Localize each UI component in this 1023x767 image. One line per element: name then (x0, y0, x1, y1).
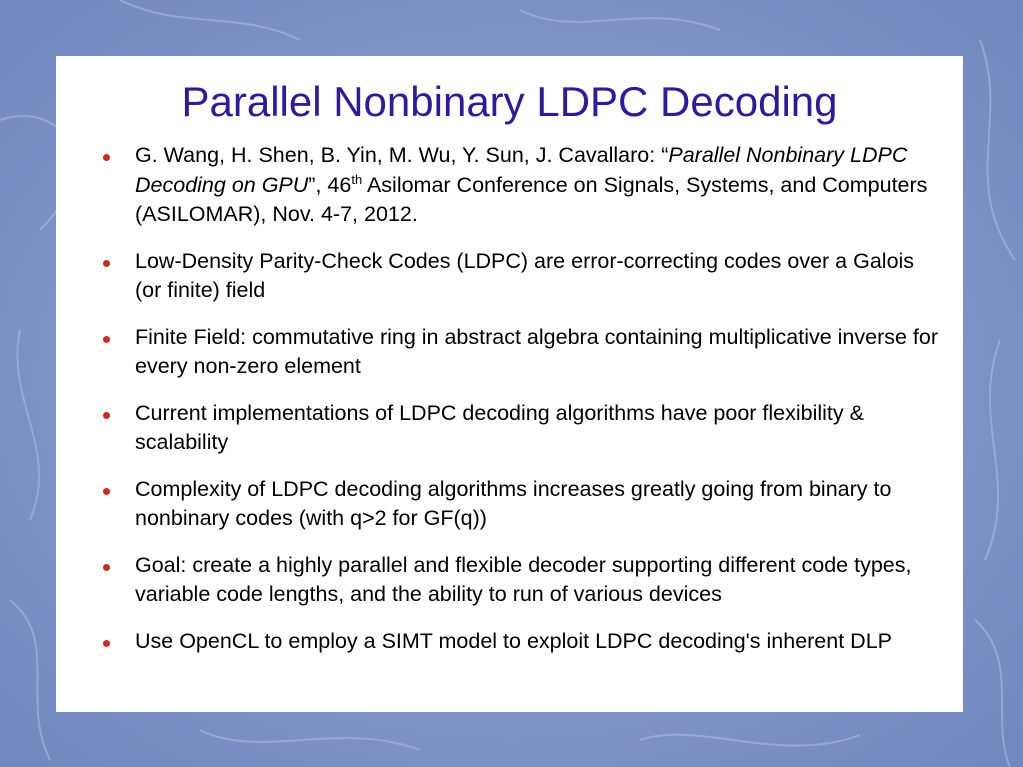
bullet-text: Complexity of LDPC decoding algorithms increases greatly going from binary to nonbinary codes (with q>2 for GF(q)) (135, 476, 892, 530)
bullet-marker-icon (103, 564, 110, 571)
bullet-marker-icon (103, 488, 110, 495)
bullet-text: Finite Field: commutative ring in abstract algebra containing multiplicative inverse for every non-zero element (135, 324, 939, 378)
bullet-item (99, 399, 939, 458)
bullet-marker-icon (103, 336, 110, 343)
bullet-text: Low-Density Parity-Check Codes (LDPC) are error-correcting codes over a Galois (or finite) field (135, 248, 915, 302)
bullet-marker-icon (103, 154, 110, 161)
citation-ordinal: ”, 46 (308, 172, 352, 197)
bullet-item (99, 627, 939, 657)
slide-panel (56, 56, 963, 712)
bullet-marker-icon (103, 640, 110, 647)
bullet-marker-icon (103, 412, 110, 419)
bullet-text: Goal: create a highly parallel and flexible decoder supporting different code types, variable code lengths, and the ability to run of various devices (135, 552, 912, 606)
citation-paper-title: Parallel Nonbinary LDPC Decoding on GPU (135, 143, 908, 197)
slide-title: Parallel Nonbinary LDPC Decoding (181, 78, 838, 125)
citation-ordinal-suffix: th (351, 171, 363, 187)
citation-authors: G. Wang, H. Shen, B. Yin, M. Wu, Y. Sun, J. Cavallaro: “ (135, 143, 669, 167)
bullet-item (99, 323, 939, 382)
bullet-text: Current implementations of LDPC decoding algorithms have poor flexibility & scalability (135, 400, 864, 454)
citation-venue: Asilomar Conference on Signals, Systems, and Computers (ASILOMAR), Nov. 4-7, 2012. (135, 172, 928, 226)
bullet-marker-icon (103, 260, 110, 267)
bullet-item-citation (99, 141, 939, 230)
bullet-item (99, 247, 939, 306)
bullet-text: Use OpenCL to employ a SIMT model to exploit LDPC decoding's inherent DLP (135, 628, 892, 653)
bullet-list (99, 141, 939, 673)
bullet-item (99, 551, 939, 610)
bullet-item (99, 475, 939, 534)
